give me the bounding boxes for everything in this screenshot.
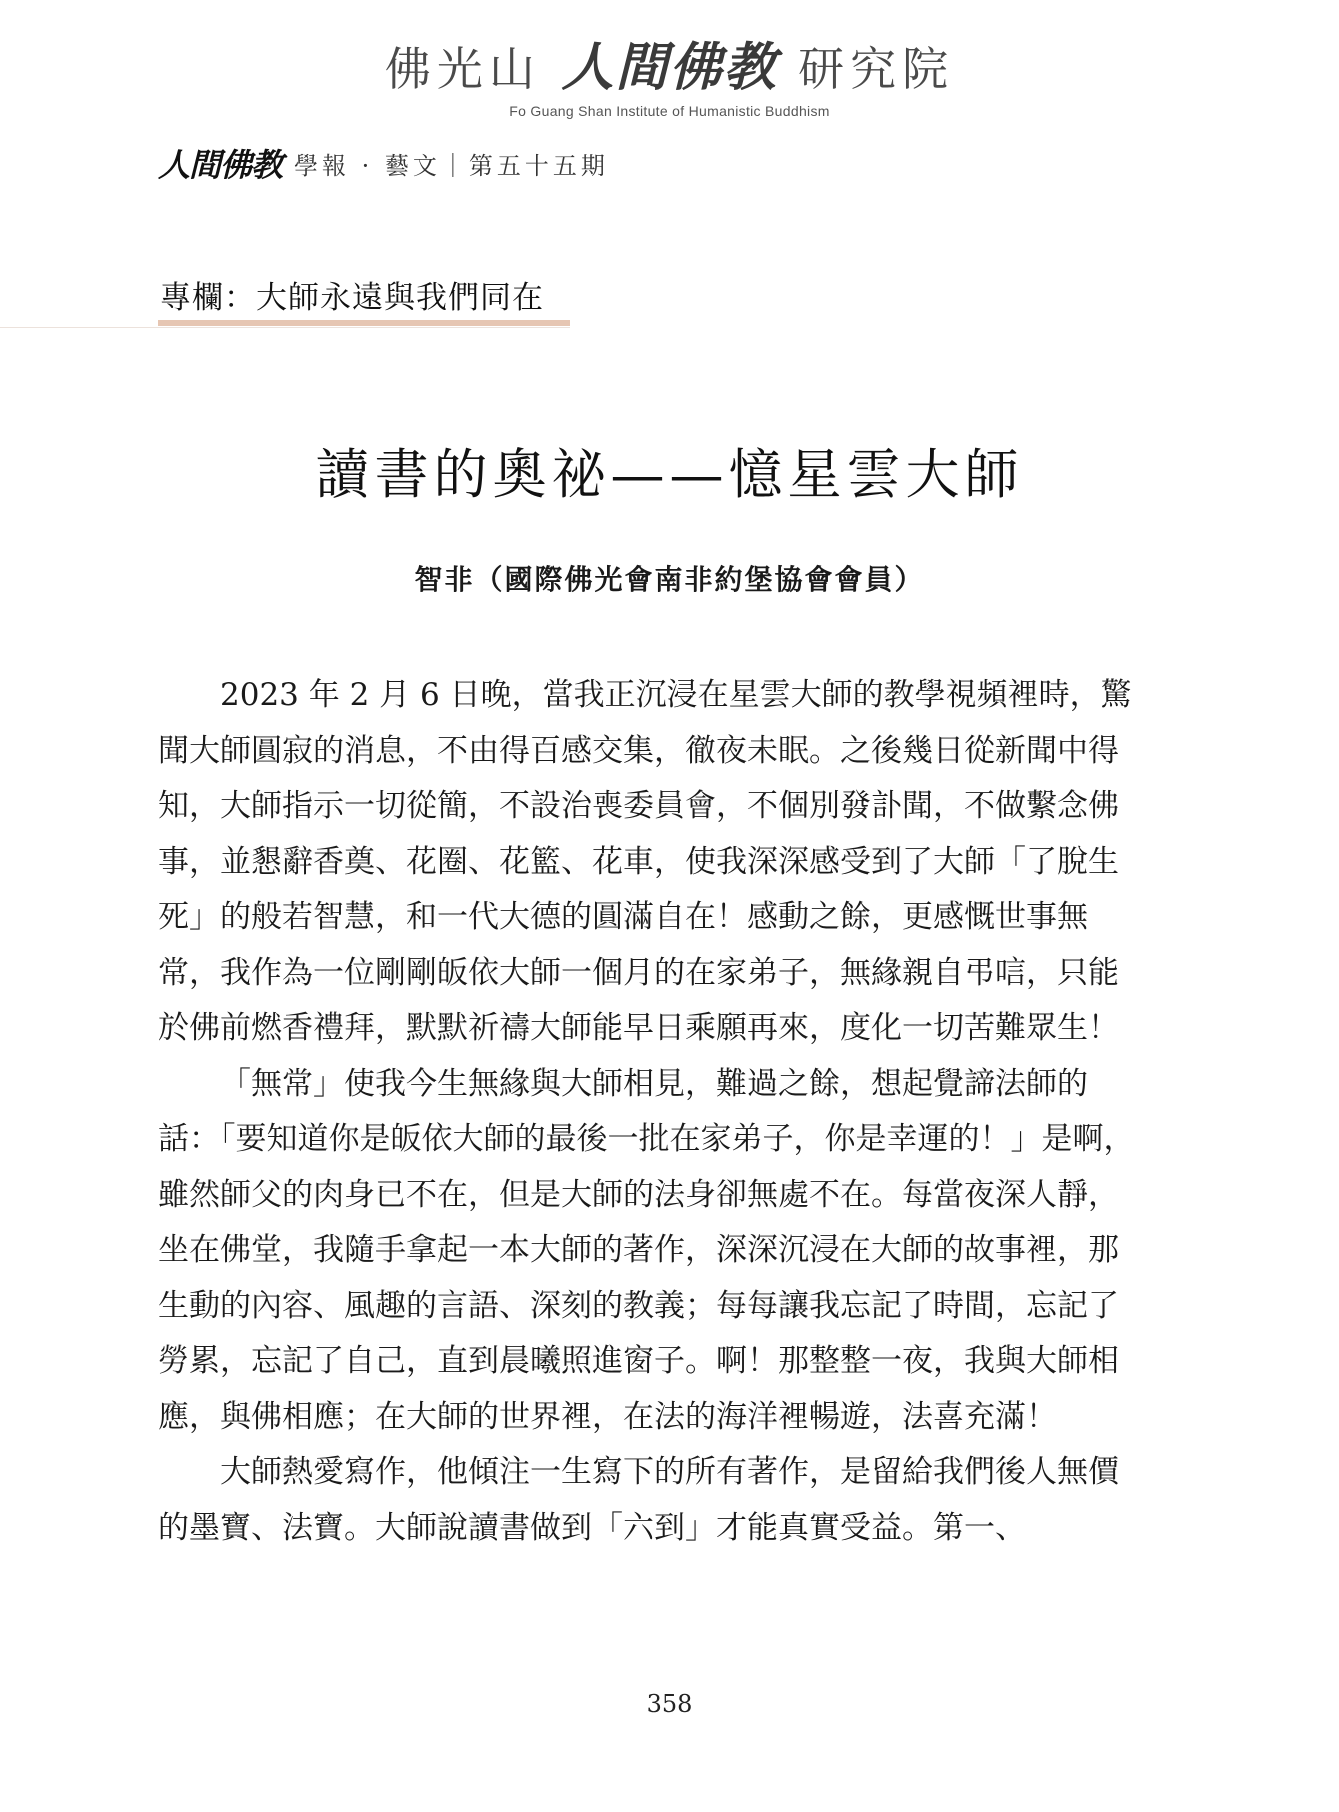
- paragraph: 2023 年 2 月 6 日晚，當我正沉浸在星雲大師的教學視頻裡時，驚聞大師圓寂的消息，不由得百感交集，徹夜未眠。之後幾日從新聞中得知，大師指示一切從簡，不設治喪委員會，不個別發訃聞，不做繫念佛事，並懇辭香奠、花圈、花籃、花車，使我深深感受到了大師「了脫生死」的般若智慧，和一代大德的圓滿自在！感動之餘，更感慨世事無常，我作為一位剛剛皈依大師一個月的在家弟子，無緣親自弔唁，只能於佛前燃香禮拜，默默祈禱大師能早日乘願再來，度化一切苦難眾生！: [158, 677, 1132, 1046]
- article-author: 智非（國際佛光會南非約堡協會會員）: [414, 563, 925, 596]
- column-divider-line: [0, 327, 570, 328]
- institute-header: [0, 37, 1339, 119]
- institute-title: [384, 37, 955, 98]
- column-accent-bar: [158, 320, 570, 326]
- paragraph: 大師熱愛寫作，他傾注一生寫下的所有著作，是留給我們後人無價的墨寶、法寶。大師說讀書做到「六到」才能真實受益。第一、: [158, 1454, 1119, 1546]
- institute-title-left: 佛光山: [384, 42, 541, 96]
- journal-running-head: [158, 140, 609, 186]
- journal-issue-info: 學報 · 藝文｜第五十五期: [294, 151, 609, 180]
- column-label: 專欄：大師永遠與我們同在: [160, 280, 544, 316]
- page-number: 358: [646, 1690, 693, 1718]
- article-title: 讀書的奧祕——憶星雲大師: [315, 443, 1024, 506]
- institute-title-right: 研究院: [798, 42, 955, 96]
- institute-subtitle: Fo Guang Shan Institute of Humanistic Buddhism: [509, 103, 830, 119]
- paragraph: 「無常」使我今生無緣與大師相見，難過之餘，想起覺諦法師的話：「要知道你是皈依大師的最後一批在家弟子，你是幸運的！」是啊，雖然師父的肉身已不在，但是大師的法身卻無處不在。每當夜深人靜，坐在佛堂，我隨手拿起一本大師的著作，深深沉浸在大師的故事裡，那生動的內容、風趣的言語、深刻的教義；每每讓我忘記了時間，忘記了勞累，忘記了自己，直到晨曦照進窗子。啊！那整整一夜，我與大師相應，與佛相應；在大師的世界裡，在法的海洋裡暢遊，法喜充滿！: [158, 1065, 1135, 1435]
- institute-title-calligraphy: 人間佛教: [561, 37, 778, 98]
- article-body: [158, 668, 1146, 1556]
- journal-logo: 人間佛教: [158, 146, 283, 184]
